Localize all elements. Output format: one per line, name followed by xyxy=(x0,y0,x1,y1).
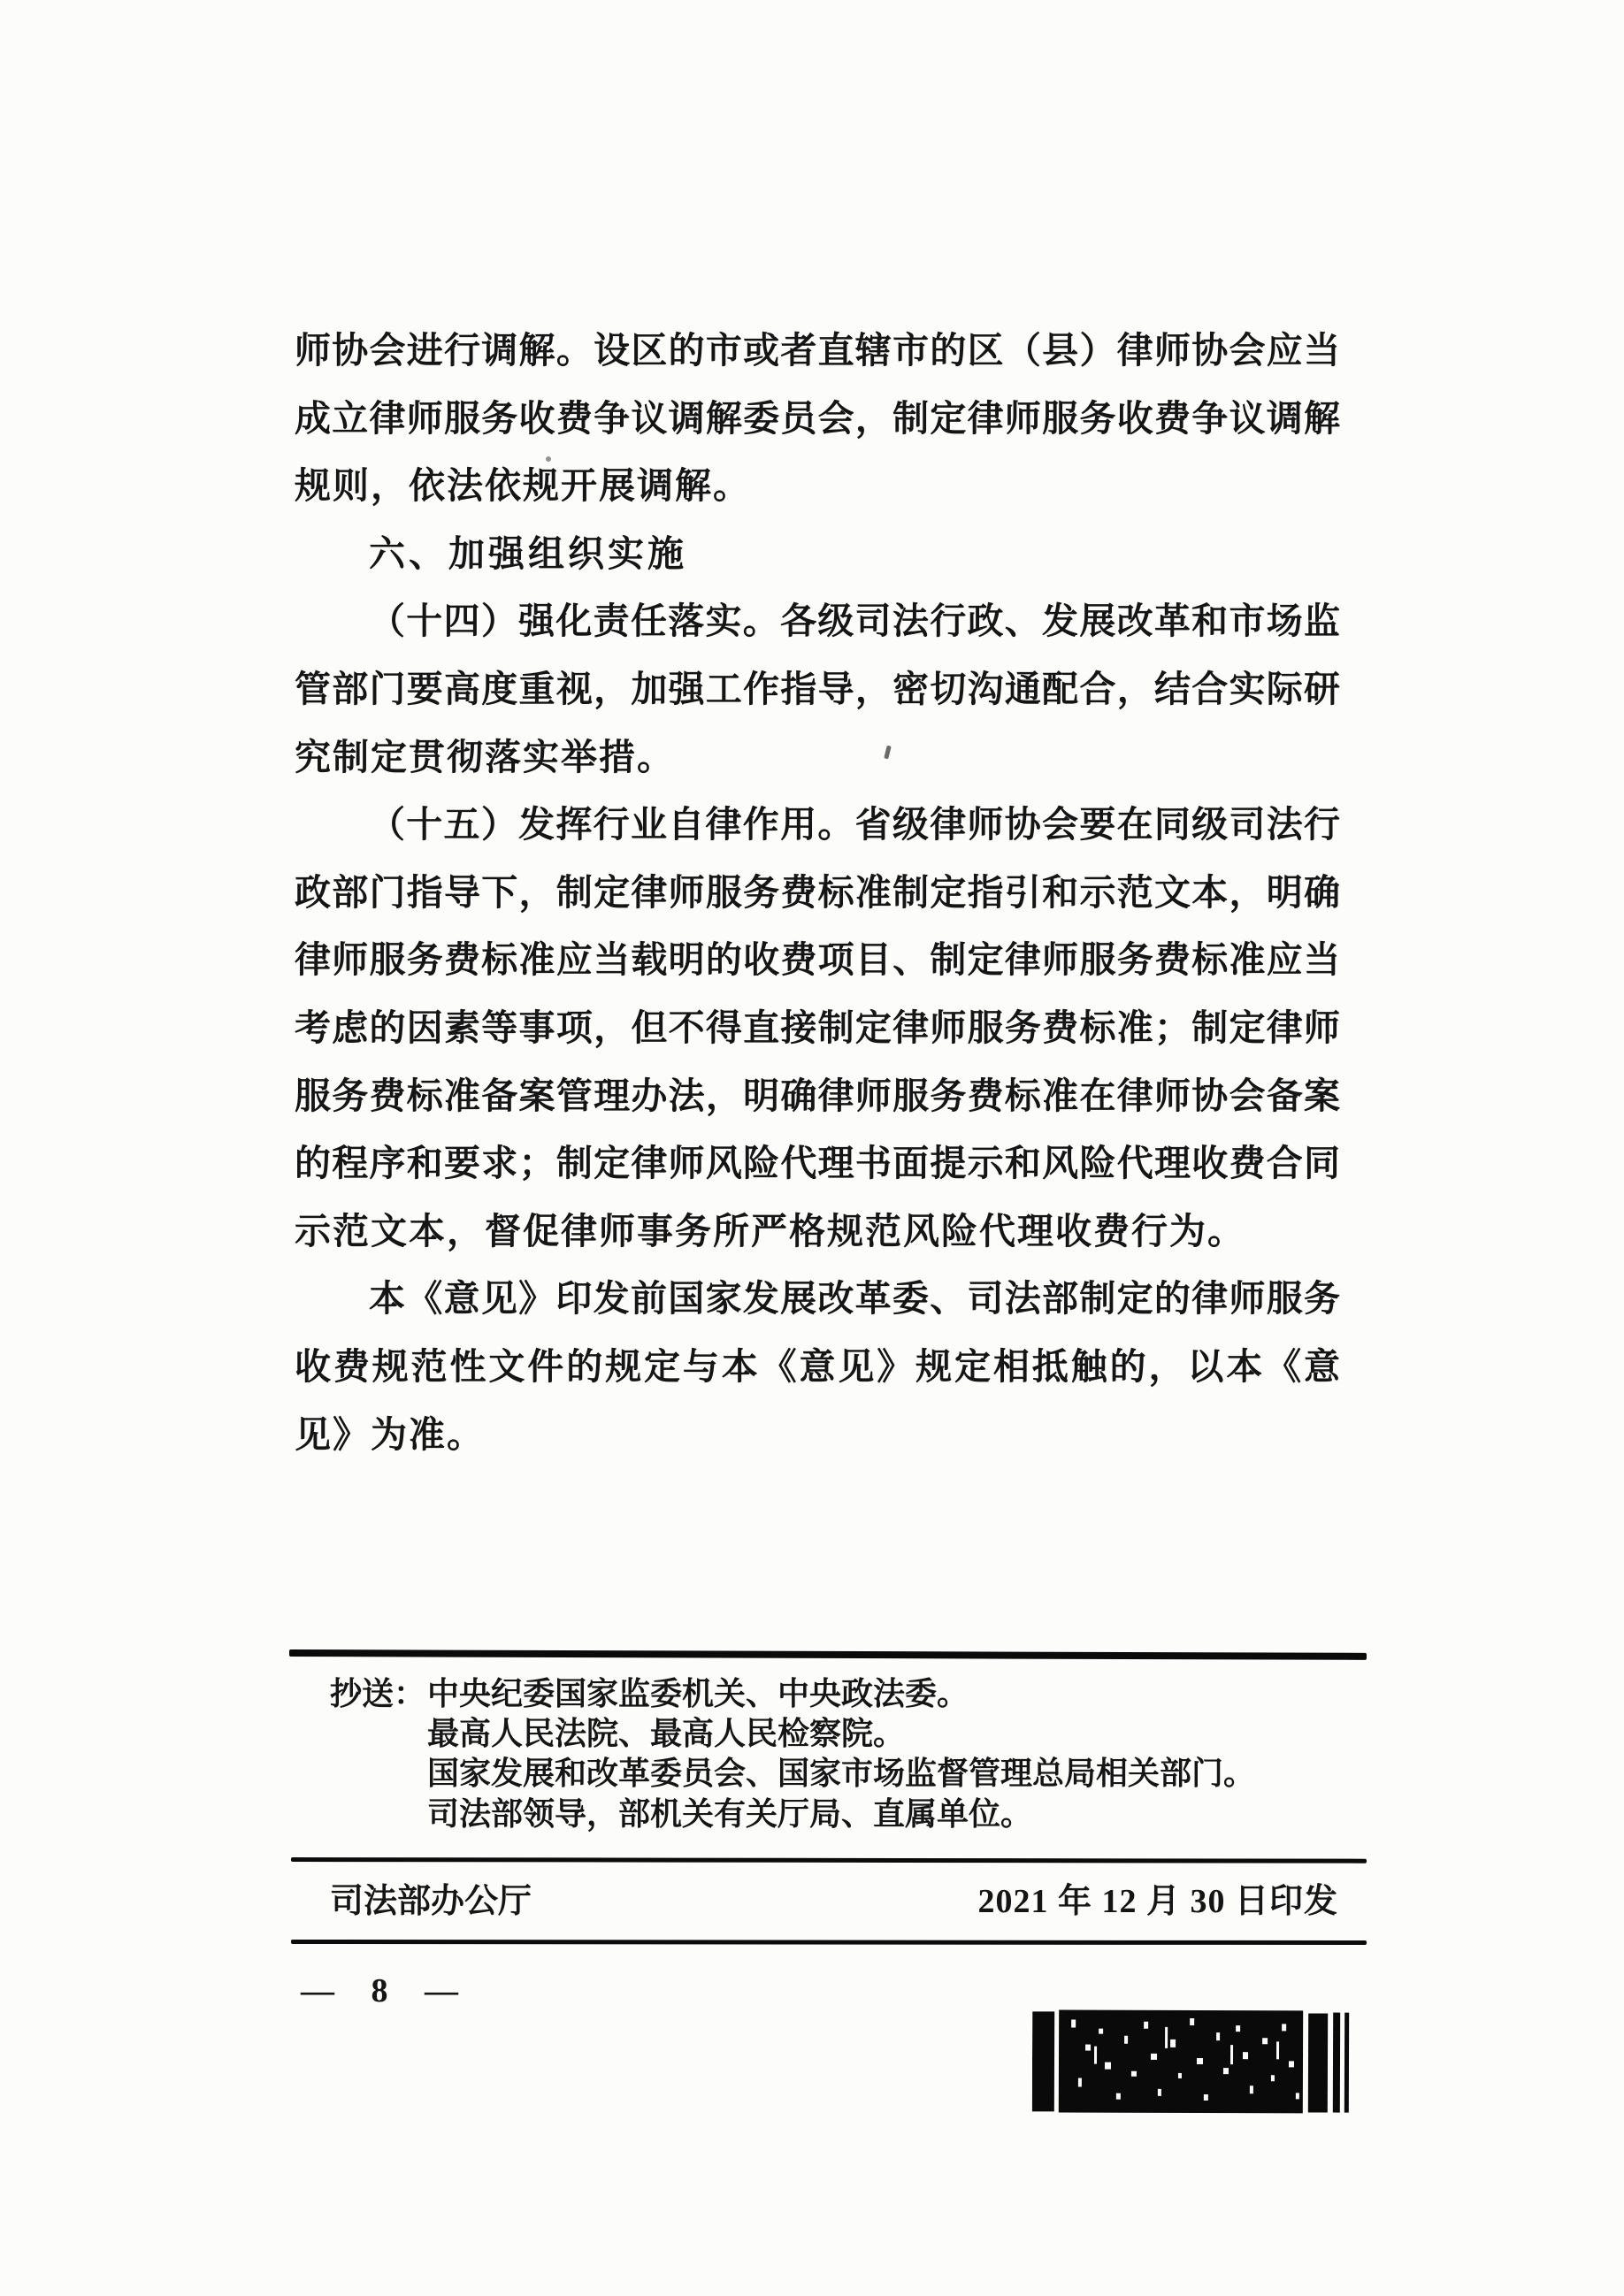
cc-box-bottom-rule xyxy=(291,1940,1367,1945)
body-line: 示范文本，督促律师事务所严格规范风险代理收费行为。 xyxy=(295,1210,1245,1251)
body-line: 服务费标准备案管理办法，明确律师服务费标准在律师协会备案 xyxy=(295,1075,1340,1116)
body-line: 的程序和要求；制定律师风险代理书面提示和风险代理收费合同 xyxy=(295,1143,1340,1184)
scan-speck xyxy=(546,456,551,462)
cc-box-top-rule xyxy=(289,1649,1367,1660)
print-date: 2021 年 12 月 30 日印发 xyxy=(977,1883,1338,1920)
body-line: 政部门指导下，制定律师服务费标准制定指引和示范文本，明确 xyxy=(295,871,1340,913)
cc-box-middle-rule xyxy=(291,1857,1367,1864)
barcode xyxy=(1032,2009,1362,2115)
body-line: 考虑的因素等事项，但不得直接制定律师服务费标准；制定律师 xyxy=(295,1006,1340,1048)
body-line: 收费规范性文件的规定与本《意见》规定相抵触的，以本《意 xyxy=(295,1345,1340,1387)
cc-recipient-list xyxy=(427,1674,1356,1834)
body-line: 师协会进行调解。设区的市或者直辖市的区（县）律师协会应当 xyxy=(295,330,1340,371)
cc-recipient-line: 司法部领导，部机关有关厅局、直属单位。 xyxy=(427,1795,1033,1832)
body-line: 究制定贯彻落实举措。 xyxy=(295,736,675,777)
cc-label: 抄送： xyxy=(330,1676,426,1711)
footer-row xyxy=(330,1879,1338,1925)
cc-recipient-line: 中央纪委国家监委机关、中央政法委。 xyxy=(427,1676,969,1711)
body-line: 规则，依法依规开展调解。 xyxy=(295,465,751,507)
body-line: （十五）发挥行业自律作用。省级律师协会要在同级司法行 xyxy=(369,804,1340,846)
body-line: （十四）强化责任落实。各级司法行政、发展改革和市场监 xyxy=(369,601,1340,642)
body-line: 见》为准。 xyxy=(295,1413,485,1455)
cc-recipient-line: 最高人民法院、最高人民检察院。 xyxy=(427,1716,906,1752)
document-body xyxy=(295,317,1340,1468)
body-line: 律师服务费标准应当载明的收费项目、制定律师服务费标准应当 xyxy=(295,939,1340,981)
issuing-office: 司法部办公厅 xyxy=(330,1883,532,1920)
cc-recipient-line: 国家发展和改革委员会、国家市场监督管理总局相关部门。 xyxy=(427,1756,1256,1792)
body-line: 本《意见》印发前国家发展改革委、司法部制定的律师服务 xyxy=(369,1278,1340,1320)
section-heading: 六、加强组织实施 xyxy=(369,532,687,574)
body-line: 管部门要高度重视，加强工作指导，密切沟通配合，结合实际研 xyxy=(295,668,1340,709)
body-line: 成立律师服务收费争议调解委员会，制定律师服务收费争议调解 xyxy=(295,397,1340,439)
page-number: — 8 — xyxy=(301,1972,472,2009)
cc-block xyxy=(330,1674,1356,1834)
